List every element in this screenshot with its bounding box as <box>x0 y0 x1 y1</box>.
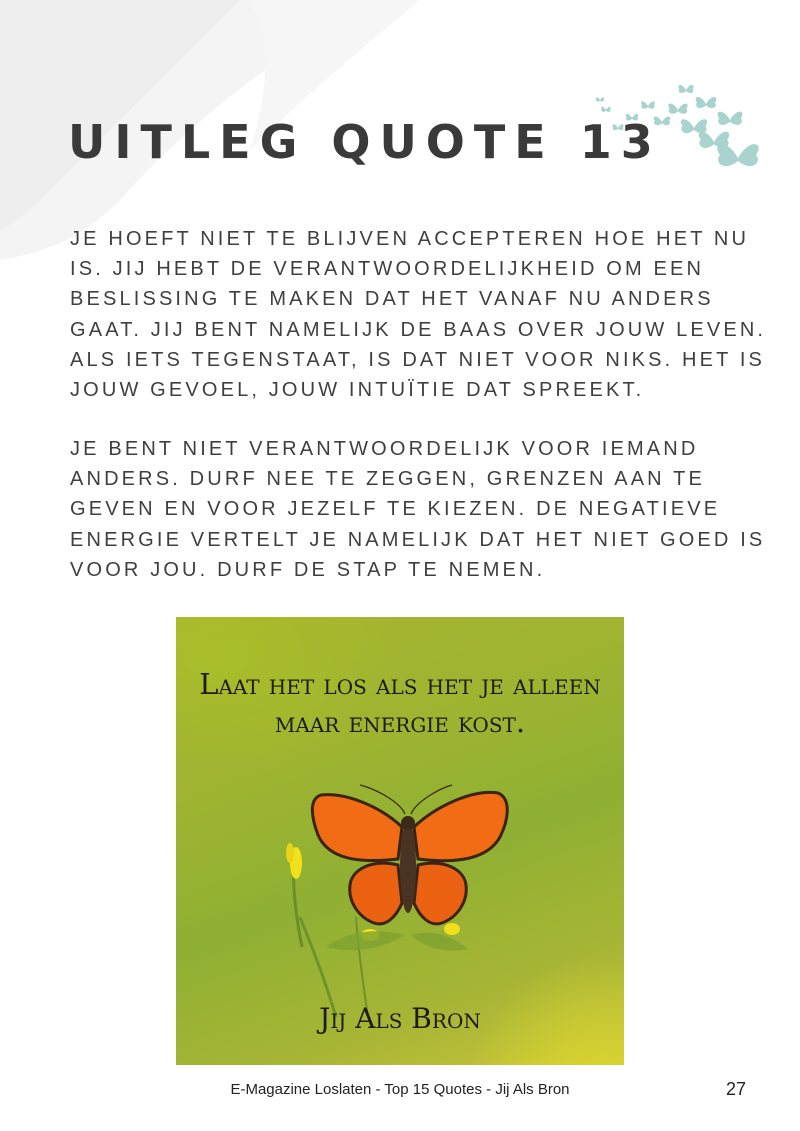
body-paragraph: JE BENT NIET VERANTWOORDELIJK VOOR IEMAND ANDERS. DURF NEE TE ZEGGEN, GRENZEN AAN TE GEVEN EN VOOR JEZELF TE KIEZEN. DE NEGATIEVE ENERGIE VERTELT JE NAMELIJK DAT HET NIET GOED IS VOOR JOU. DURF DE STAP TE NEMEN. <box>70 438 766 581</box>
quote-text: Laat het los als het je alleen maar energie kost. <box>199 667 601 739</box>
brand-text: Jij Als Bron <box>319 1002 481 1035</box>
footer-text: E-Magazine Loslaten - Top 15 Quotes - Jij Als Bron <box>230 1081 570 1098</box>
quote-card <box>176 617 624 1065</box>
body-paragraph: JE HOEFT NIET TE BLIJVEN ACCEPTEREN HOE HET NU IS. JIJ HEBT DE VERANTWOORDELIJKHEID OM EEN BESLISSING TE MAKEN DAT HET VANAF NU ANDERS GAAT. JIJ BENT NAMELIJK DE BAAS OVER JOUW LEVEN. ALS IETS TEGENSTAAT, IS DAT NIET VOOR NIKS. HET IS JOUW GEVOEL, JOUW INTUÏTIE DAT SPREEKT. <box>70 228 767 402</box>
page-number: 27 <box>726 1079 747 1099</box>
page-title: UITLEG QUOTE 13 <box>68 115 662 169</box>
